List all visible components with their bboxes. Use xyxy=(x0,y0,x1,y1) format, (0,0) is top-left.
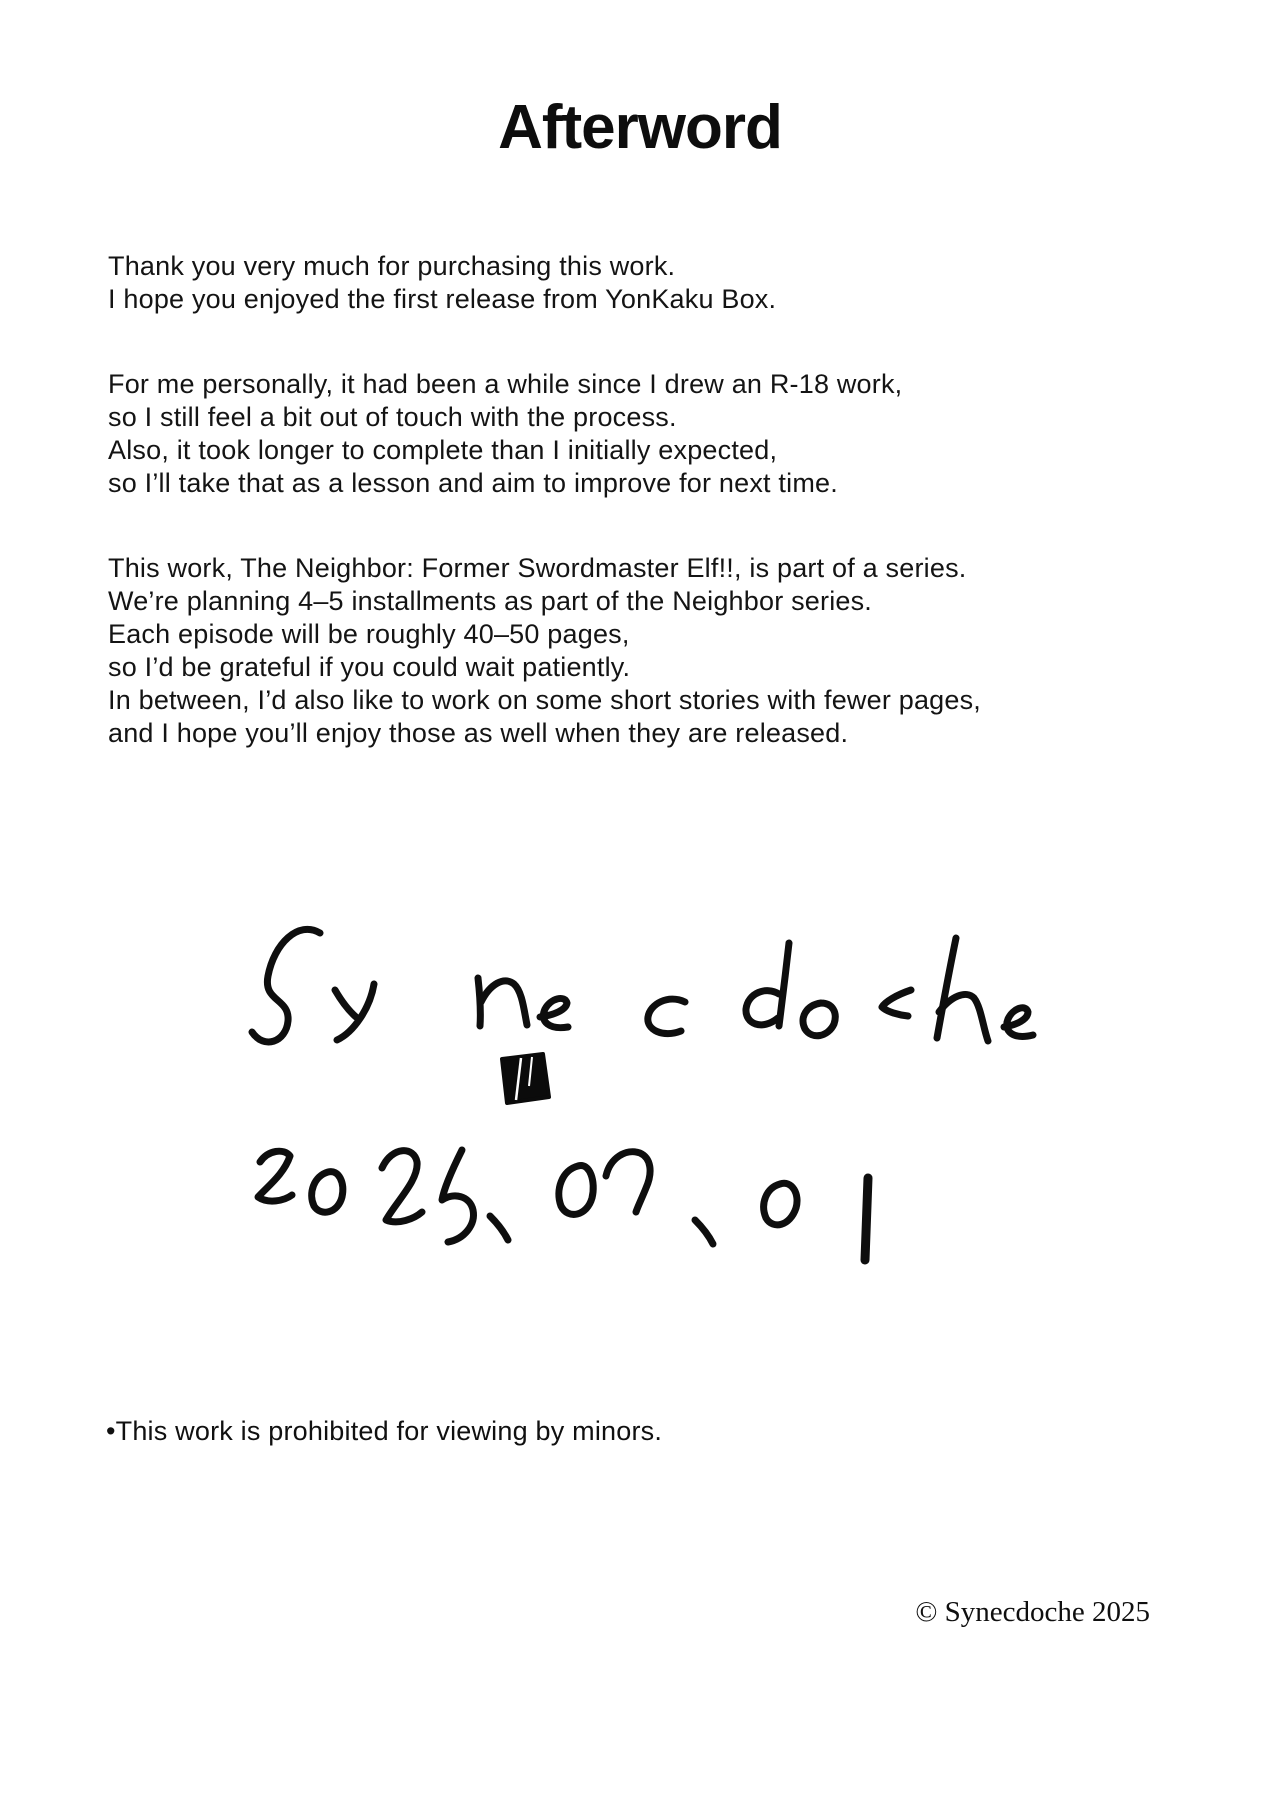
body-line: For me personally, it had been a while since I drew an R-18 work, xyxy=(108,369,903,399)
copyright-line: © Synecdoche 2025 xyxy=(915,1596,1150,1628)
body-line: Each episode will be roughly 40–50 pages, xyxy=(108,619,630,649)
handwritten-signature xyxy=(240,918,1040,1123)
minors-notice: •This work is prohibited for viewing by minors. xyxy=(106,1416,663,1446)
body-line: I hope you enjoyed the first release from YonKaku Box. xyxy=(108,284,777,314)
body-line: and I hope you’ll enjoy those as well when they are released. xyxy=(108,718,849,748)
handwritten-date xyxy=(240,1140,920,1280)
ink-scribble-stamp xyxy=(502,1054,549,1103)
paragraph xyxy=(108,552,1230,750)
body-line: so I’d be grateful if you could wait patiently. xyxy=(108,652,631,682)
body-line: so I’ll take that as a lesson and aim to improve for next time. xyxy=(108,468,838,498)
body-line: Also, it took longer to complete than I initially expected, xyxy=(108,435,778,465)
body-line: This work, The Neighbor: Former Swordmaster Elf!!, is part of a series. xyxy=(108,553,967,583)
page-title: Afterword xyxy=(498,93,782,162)
body-line: so I still feel a bit out of touch with the process. xyxy=(108,402,677,432)
body-text xyxy=(108,250,1230,802)
body-line: We’re planning 4–5 installments as part of the Neighbor series. xyxy=(108,586,873,616)
body-line: In between, I’d also like to work on some short stories with fewer pages, xyxy=(108,685,982,715)
body-line: Thank you very much for purchasing this work. xyxy=(108,251,676,281)
paragraph xyxy=(108,250,1230,316)
paragraph xyxy=(108,368,1230,500)
